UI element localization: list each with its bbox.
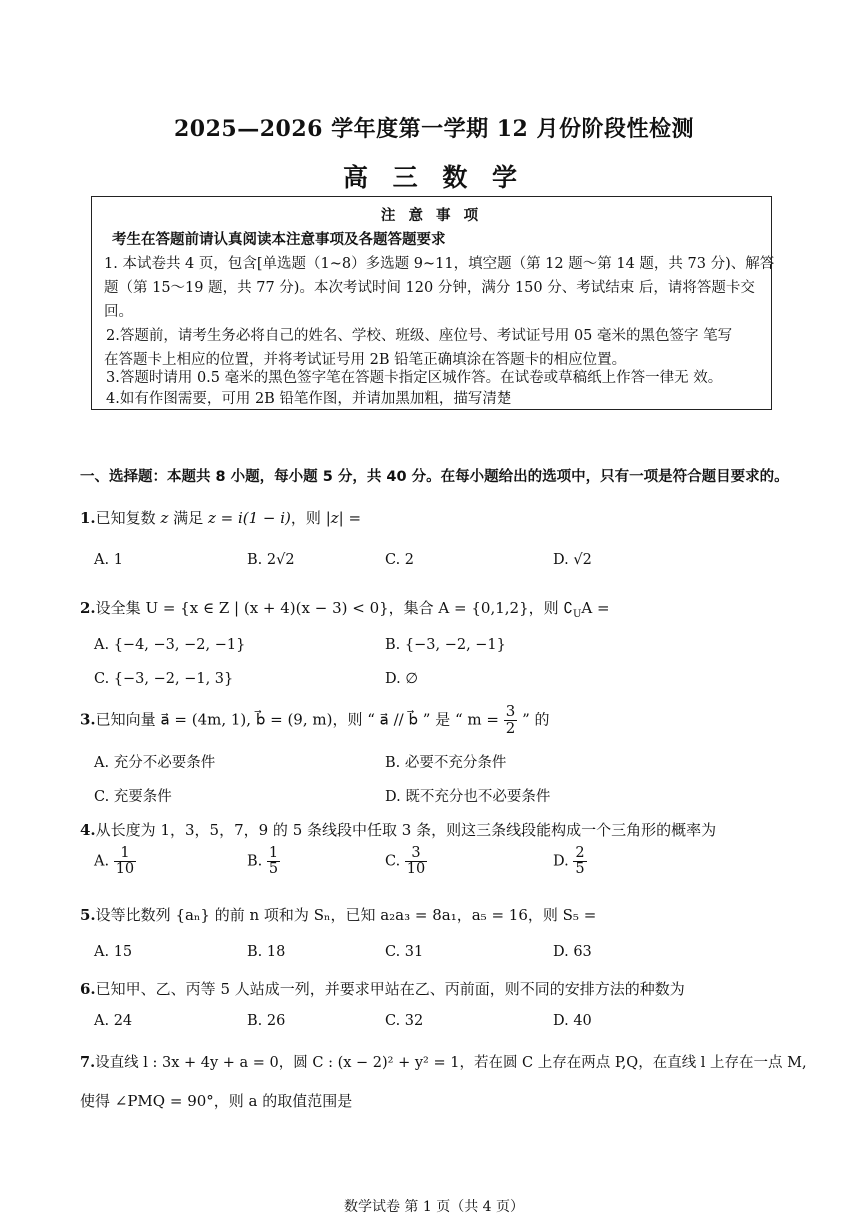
notice-line: 2.答题前，请考生务必将自己的姓名、学校、班级、座位号、考试证号用 05 毫米的黑色签字 笔写 [106, 328, 733, 344]
option-c[interactable]: C. 32 [385, 1013, 424, 1029]
option-c[interactable]: C. 2 [385, 552, 415, 568]
question-number: 4. [80, 821, 96, 839]
question-number: 1. [80, 509, 96, 527]
option-b[interactable]: B. 必要不充分条件 [385, 755, 507, 771]
fraction: $\frac{3}{2}$ [505, 702, 516, 737]
option-c[interactable] [385, 846, 427, 877]
question-4 [80, 819, 716, 840]
option-d[interactable]: D. ∅ [385, 671, 418, 687]
question-text: 已知复数 [95, 509, 156, 527]
notice-heading: 注 意 事 项 [380, 207, 483, 224]
fraction: $\frac{2}{5}$ [575, 845, 585, 878]
option-c[interactable]: C. 充要条件 [94, 789, 172, 805]
notice-line: 1. 本试卷共 4 页，包含[单选题（1~8）多选题 9~11，填空题（第 12 题～第 14 题，共 73 分)、解答 [104, 256, 775, 272]
option-a[interactable]: A. 充分不必要条件 [94, 755, 216, 771]
fraction: $\frac{3}{10}$ [406, 845, 426, 878]
option-label: C. [385, 853, 401, 870]
option-b[interactable]: B. 18 [247, 944, 286, 960]
question-text: 满足 [173, 509, 204, 527]
question-text: 设全集 U = {x ∈ Z | (x + 4)(x − 3) < 0}，集合 A = {0,1,2}，则 ∁ [95, 599, 573, 617]
math-subscript: U [572, 609, 582, 620]
option-a[interactable] [94, 846, 136, 877]
option-b[interactable]: B. {−3, −2, −1} [385, 637, 506, 653]
option-a[interactable]: A. 24 [94, 1013, 133, 1029]
math-formula: |z| = [325, 509, 362, 527]
option-d[interactable] [553, 846, 587, 877]
question-number: 3. [80, 710, 96, 729]
option-c[interactable]: C. 31 [385, 944, 424, 960]
question-text: 设直线 l : 3x + 4y + a = 0，圆 C : (x − 2)² + y² = 1，若在圆 C 上存在两点 P,Q，在直线 l 上存在一点 M, [95, 1055, 807, 1071]
math-var: z [160, 509, 169, 527]
question-2 [80, 597, 610, 620]
section-heading: 一、选择题：本题共 8 小题，每小题 5 分，共 40 分。在每小题给出的选项中，只有一项是符合题目要求的。 [80, 469, 789, 485]
notice-intro: 考生在答题前请认真阅读本注意事项及各题答题要求 [112, 232, 446, 248]
option-label: D. [553, 853, 569, 870]
option-c[interactable]: C. {−3, −2, −1, 3} [94, 671, 234, 687]
question-text: 从长度为 1，3，5，7，9 的 5 条线段中任取 3 条，则这三条线段能构成一个三角形的概率为 [95, 821, 717, 839]
fraction: $\frac{1}{10}$ [115, 845, 135, 878]
option-a[interactable]: A. 1 [94, 552, 123, 568]
notice-line: 在答题卡上相应的位置，并将考试证号用 2B 铅笔正确填涂在答题卡的相应位置。 [104, 352, 627, 368]
question-5 [80, 904, 596, 925]
option-d[interactable]: D. 40 [553, 1013, 592, 1029]
option-b[interactable]: B. 26 [247, 1013, 286, 1029]
notice-line: 3.答题时请用 0.5 毫米的黑色签字笔在答题卡指定区城作答。在试卷或草稿纸上作答一律无 效。 [106, 370, 723, 386]
option-a[interactable]: A. {−4, −3, −2, −1} [94, 637, 246, 653]
question-number: 2. [80, 599, 96, 617]
question-7 [80, 1051, 807, 1072]
fraction: $\frac{1}{5}$ [268, 845, 279, 878]
subject-title: 高 三 数 学 [342, 163, 526, 192]
question-text: 已知甲、乙、丙等 5 人站成一列，并要求甲站在乙、丙前面，则不同的安排方法的种数为 [95, 980, 685, 998]
notice-line: 题（第 15～19 题，共 77 分)。本次考试时间 120 分钟，满分 150 分、考试结束 后，请将答题卡交 [104, 280, 755, 296]
option-label: B. [247, 853, 263, 870]
question-7-line-2: 使得 ∠PMQ = 90°，则 a 的取值范围是 [80, 1092, 353, 1110]
question-text: 已知向量 a⃗ = (4m, 1), b⃗ = (9, m)，则 “ a⃗ // b⃗ ” 是 “ m = [95, 710, 499, 729]
notice-box [91, 196, 775, 410]
option-b[interactable]: B. 2√2 [247, 552, 295, 568]
math-formula: z = i(1 − i) [207, 509, 291, 527]
option-d[interactable]: D. 既不充分也不必要条件 [385, 789, 551, 805]
question-text: 设等比数列 {aₙ} 的前 n 项和为 Sₙ，已知 a₂a₃ = 8a₁，a₅ = 16，则 S₅ = [95, 906, 597, 924]
notice-line: 4.如有作图需要，可用 2B 铅笔作图，并请加黑加粗，描写清楚 [106, 391, 512, 407]
question-3 [80, 704, 550, 737]
question-6 [80, 978, 685, 999]
question-number: 6. [80, 980, 96, 998]
notice-line: 回。 [104, 304, 133, 320]
option-d[interactable]: D. √2 [553, 552, 592, 568]
question-text: ” 的 [517, 710, 550, 729]
page-footer: 数学试卷 第 1 页（共 4 页） [343, 1199, 525, 1215]
question-number: 7. [80, 1054, 96, 1071]
question-number: 5. [80, 906, 96, 924]
question-text: A = [581, 599, 610, 617]
page-title: 2025—2026 学年度第一学期 12 月份阶段性检测 [173, 116, 695, 142]
option-b[interactable] [247, 846, 280, 877]
option-a[interactable]: A. 15 [94, 944, 133, 960]
question-1 [80, 507, 361, 528]
option-label: A. [94, 853, 110, 870]
question-text: ，则 [290, 509, 321, 527]
option-d[interactable]: D. 63 [553, 944, 592, 960]
